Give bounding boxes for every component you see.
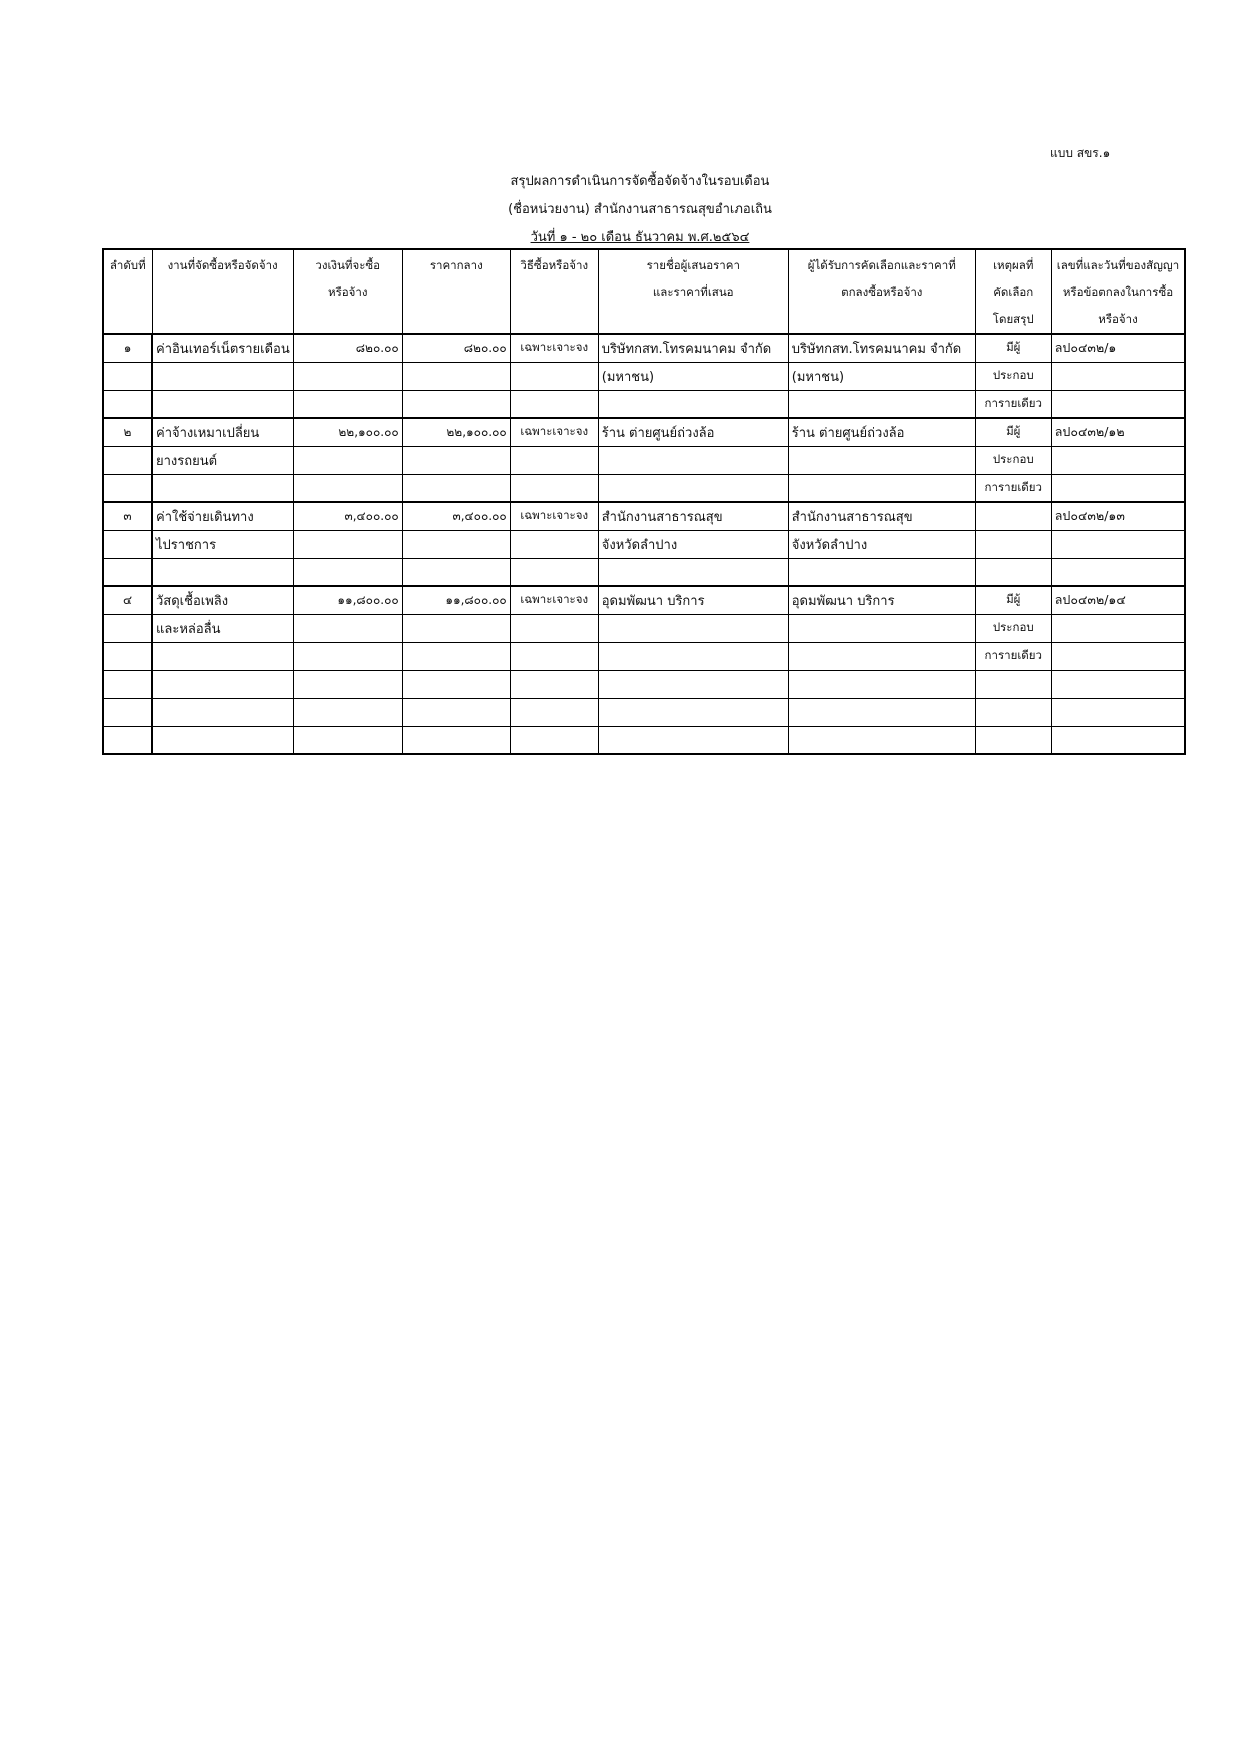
cell-contract: ลป๐๔๓๒/๑๓	[1051, 502, 1185, 530]
cell-contract	[1051, 642, 1185, 670]
cell-ref-price	[402, 726, 510, 754]
cell-item	[152, 558, 293, 586]
cell-budget	[293, 670, 402, 698]
cell-no: ๓	[103, 502, 152, 530]
cell-ref-price	[402, 558, 510, 586]
table-row	[103, 670, 1185, 698]
header-winner-line: ตกลงซื้อหรือจ้าง	[841, 285, 923, 299]
table-row	[103, 530, 1185, 558]
cell-contract	[1051, 446, 1185, 474]
cell-no	[103, 642, 152, 670]
cell-bidder	[598, 390, 788, 418]
cell-budget	[293, 614, 402, 642]
table-body	[103, 334, 1185, 754]
cell-budget: ๘๒๐.๐๐	[293, 334, 402, 362]
header-no	[103, 249, 152, 334]
cell-ref-price	[402, 390, 510, 418]
table-row	[103, 558, 1185, 586]
cell-reason: ประกอบ	[975, 614, 1051, 642]
cell-reason	[975, 558, 1051, 586]
cell-reason: มีผู้	[975, 418, 1051, 446]
cell-winner: (มหาชน)	[788, 362, 975, 390]
cell-item: ค่าจ้างเหมาเปลี่ยน	[152, 418, 293, 446]
header-item	[152, 249, 293, 334]
header-row	[103, 249, 1185, 334]
cell-budget: ๑๑,๘๐๐.๐๐	[293, 586, 402, 614]
cell-no: ๒	[103, 418, 152, 446]
cell-contract: ลป๐๔๓๒/๑๔	[1051, 586, 1185, 614]
cell-no	[103, 698, 152, 726]
cell-budget	[293, 698, 402, 726]
cell-no	[103, 670, 152, 698]
cell-budget: ๓,๔๐๐.๐๐	[293, 502, 402, 530]
cell-reason: ประกอบ	[975, 446, 1051, 474]
cell-method	[510, 642, 598, 670]
cell-ref-price	[402, 530, 510, 558]
cell-item: ค่าใช้จ่ายเดินทาง	[152, 502, 293, 530]
cell-method: เฉพาะเจาะจง	[510, 586, 598, 614]
date-line: วันที่ ๑ - ๒๐ เดือน ธันวาคม พ.ศ.๒๕๖๔	[530, 230, 750, 245]
cell-bidder: บริษัทกสท.โทรคมนาคม จำกัด	[598, 334, 788, 362]
cell-winner	[788, 670, 975, 698]
cell-ref-price: ๘๒๐.๐๐	[402, 334, 510, 362]
cell-budget	[293, 726, 402, 754]
cell-reason	[975, 530, 1051, 558]
cell-item: วัสดุเชื้อเพลิง	[152, 586, 293, 614]
table-row	[103, 698, 1185, 726]
header-ref-price	[402, 249, 510, 334]
header-contract	[1051, 249, 1185, 334]
document-title: สรุปผลการดำเนินการจัดซื้อจัดจ้างในรอบเดือน	[510, 174, 770, 189]
header-method	[510, 249, 598, 334]
cell-item	[152, 726, 293, 754]
cell-ref-price	[402, 614, 510, 642]
cell-reason	[975, 726, 1051, 754]
table-row	[103, 362, 1185, 390]
cell-winner: จังหวัดลำปาง	[788, 530, 975, 558]
cell-item	[152, 698, 293, 726]
cell-bidder: สำนักงานสาธารณสุข	[598, 502, 788, 530]
table-row	[103, 334, 1185, 362]
table-row	[103, 502, 1185, 530]
cell-reason	[975, 502, 1051, 530]
cell-method	[510, 558, 598, 586]
cell-bidder	[598, 558, 788, 586]
cell-bidder: (มหาชน)	[598, 362, 788, 390]
cell-bidder	[598, 642, 788, 670]
cell-method	[510, 362, 598, 390]
cell-contract	[1051, 558, 1185, 586]
header-reason-line: คัดเลือก	[993, 285, 1034, 299]
cell-method	[510, 698, 598, 726]
cell-ref-price	[402, 474, 510, 502]
header-budget-line: วงเงินที่จะซื้อ	[315, 258, 381, 272]
cell-reason: การายเดียว	[975, 390, 1051, 418]
table-row	[103, 474, 1185, 502]
cell-winner: บริษัทกสท.โทรคมนาคม จำกัด	[788, 334, 975, 362]
cell-winner	[788, 558, 975, 586]
cell-no	[103, 726, 152, 754]
cell-bidder: ร้าน ต่ายศูนย์ถ่วงล้อ	[598, 418, 788, 446]
cell-winner	[788, 726, 975, 754]
cell-contract	[1051, 390, 1185, 418]
cell-contract	[1051, 530, 1185, 558]
cell-contract	[1051, 698, 1185, 726]
cell-method	[510, 446, 598, 474]
cell-item: ค่าอินเทอร์เน็ตรายเดือน	[152, 334, 293, 362]
cell-no	[103, 390, 152, 418]
cell-method	[510, 726, 598, 754]
cell-winner	[788, 642, 975, 670]
form-code: แบบ สขร.๑	[1050, 146, 1111, 160]
cell-contract	[1051, 670, 1185, 698]
cell-reason: มีผู้	[975, 586, 1051, 614]
cell-bidder	[598, 474, 788, 502]
cell-no	[103, 446, 152, 474]
table-row	[103, 418, 1185, 446]
header-reason-line: เหตุผลที่	[993, 258, 1034, 272]
cell-reason	[975, 698, 1051, 726]
header-budget	[293, 249, 402, 334]
cell-ref-price: ๑๑,๘๐๐.๐๐	[402, 586, 510, 614]
cell-budget: ๒๒,๑๐๐.๐๐	[293, 418, 402, 446]
cell-no: ๔	[103, 586, 152, 614]
cell-method	[510, 530, 598, 558]
cell-contract	[1051, 614, 1185, 642]
cell-bidder	[598, 614, 788, 642]
table-row	[103, 586, 1185, 614]
cell-reason	[975, 670, 1051, 698]
cell-item	[152, 474, 293, 502]
header-budget-line: หรือจ้าง	[328, 285, 368, 299]
cell-bidder	[598, 446, 788, 474]
cell-contract	[1051, 474, 1185, 502]
header-item-line: งานที่จัดซื้อหรือจัดจ้าง	[167, 258, 278, 272]
cell-no	[103, 530, 152, 558]
cell-budget	[293, 530, 402, 558]
cell-item: และหล่อลื่น	[152, 614, 293, 642]
cell-reason: การายเดียว	[975, 642, 1051, 670]
table-row	[103, 614, 1185, 642]
cell-no: ๑	[103, 334, 152, 362]
cell-reason: การายเดียว	[975, 474, 1051, 502]
cell-budget	[293, 558, 402, 586]
cell-budget	[293, 362, 402, 390]
cell-item: ไปราชการ	[152, 530, 293, 558]
cell-ref-price	[402, 642, 510, 670]
cell-contract	[1051, 726, 1185, 754]
cell-ref-price	[402, 670, 510, 698]
table-row	[103, 446, 1185, 474]
cell-winner	[788, 698, 975, 726]
cell-bidder	[598, 670, 788, 698]
cell-ref-price: ๒๒,๑๐๐.๐๐	[402, 418, 510, 446]
cell-winner: อุดมพัฒนา บริการ	[788, 586, 975, 614]
header-ref-price-line: ราคากลาง	[429, 258, 483, 272]
cell-contract	[1051, 362, 1185, 390]
cell-no	[103, 474, 152, 502]
header-bidders-line: รายชื่อผู้เสนอราคา	[646, 258, 740, 272]
header-winner	[788, 249, 975, 334]
cell-budget	[293, 642, 402, 670]
cell-contract: ลป๐๔๓๒/๑๒	[1051, 418, 1185, 446]
cell-winner	[788, 390, 975, 418]
cell-winner: สำนักงานสาธารณสุข	[788, 502, 975, 530]
cell-reason: ประกอบ	[975, 362, 1051, 390]
cell-winner	[788, 446, 975, 474]
cell-bidder	[598, 698, 788, 726]
cell-item	[152, 362, 293, 390]
cell-reason: มีผู้	[975, 334, 1051, 362]
cell-no	[103, 558, 152, 586]
cell-bidder	[598, 726, 788, 754]
header-no-line: ลำดับที่	[109, 258, 146, 272]
header-reason-line: โดยสรุป	[992, 312, 1034, 326]
header-bidders	[598, 249, 788, 334]
header-contract-line: หรือข้อตกลงในการซื้อ	[1062, 285, 1174, 299]
cell-bidder: อุดมพัฒนา บริการ	[598, 586, 788, 614]
cell-winner	[788, 474, 975, 502]
cell-ref-price	[402, 698, 510, 726]
cell-item	[152, 670, 293, 698]
cell-budget	[293, 390, 402, 418]
header-contract-line: เลขที่และวันที่ของสัญญา	[1056, 258, 1180, 272]
cell-budget	[293, 446, 402, 474]
cell-no	[103, 614, 152, 642]
cell-item	[152, 390, 293, 418]
header-contract-line: หรือจ้าง	[1098, 312, 1138, 326]
cell-method: เฉพาะเจาะจง	[510, 334, 598, 362]
header-reason	[975, 249, 1051, 334]
cell-budget	[293, 474, 402, 502]
cell-method	[510, 474, 598, 502]
cell-method: เฉพาะเจาะจง	[510, 418, 598, 446]
cell-method	[510, 390, 598, 418]
cell-method	[510, 614, 598, 642]
cell-ref-price	[402, 446, 510, 474]
table-row	[103, 390, 1185, 418]
cell-method	[510, 670, 598, 698]
cell-no	[103, 362, 152, 390]
header-bidders-line: และราคาที่เสนอ	[652, 285, 734, 299]
cell-winner	[788, 614, 975, 642]
cell-contract: ลป๐๔๓๒/๑	[1051, 334, 1185, 362]
cell-item	[152, 642, 293, 670]
cell-ref-price	[402, 362, 510, 390]
procurement-summary-table	[102, 248, 1186, 755]
header-winner-line: ผู้ได้รับการคัดเลือกและราคาที่	[807, 258, 956, 272]
cell-ref-price: ๓,๔๐๐.๐๐	[402, 502, 510, 530]
header-method-line: วิธีซื้อหรือจ้าง	[520, 258, 589, 272]
cell-method: เฉพาะเจาะจง	[510, 502, 598, 530]
agency-line: (ชื่อหน่วยงาน) สำนักงานสาธารณสุขอำเภอเถิน	[508, 202, 772, 217]
table-row	[103, 642, 1185, 670]
table-row	[103, 726, 1185, 754]
cell-winner: ร้าน ต่ายศูนย์ถ่วงล้อ	[788, 418, 975, 446]
cell-item: ยางรถยนต์	[152, 446, 293, 474]
cell-bidder: จังหวัดลำปาง	[598, 530, 788, 558]
